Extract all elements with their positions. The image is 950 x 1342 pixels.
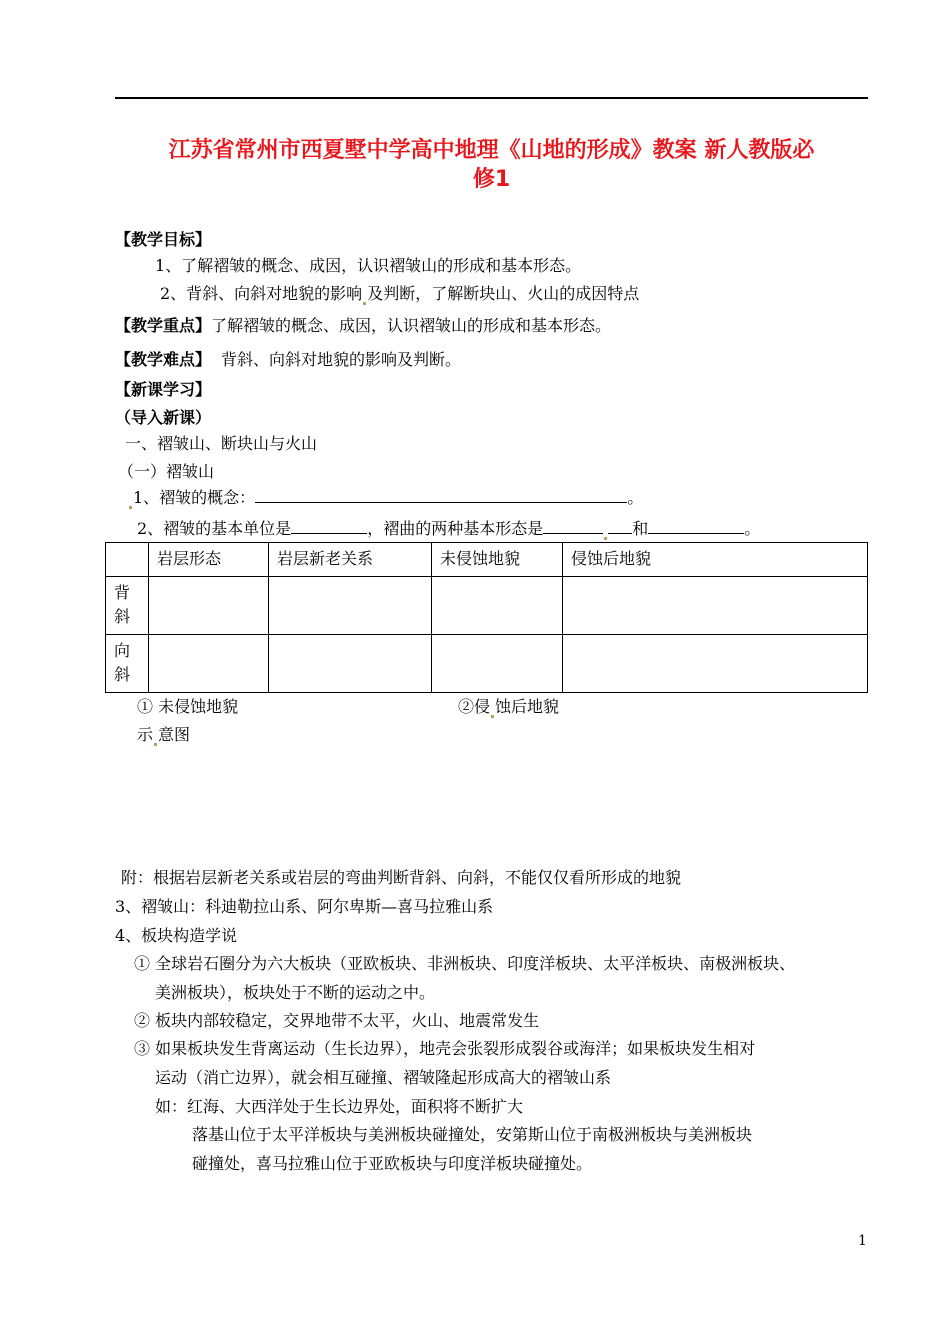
- table-row: [106, 635, 868, 693]
- diagram-caption-1: ① 未侵蚀地貌: [137, 697, 239, 716]
- objectives-heading: 【教学目标】: [115, 230, 212, 249]
- plate-point-3-line2: 运动（消亡边界），就会相互碰撞、褶皱隆起形成高大的褶皱山系: [155, 1068, 612, 1087]
- marker-dot: [363, 302, 366, 305]
- table-cell[interactable]: [563, 577, 868, 635]
- fold-unit-blank[interactable]: [291, 517, 367, 534]
- header-rule: [115, 97, 868, 99]
- row-label-syncline: 向 斜: [106, 635, 149, 693]
- marker-dot: [491, 715, 494, 718]
- example-2-line2: 碰撞处，喜马拉雅山位于亚欧板块与印度洋板块碰撞处。: [192, 1154, 593, 1173]
- table-header-cell: 侵蚀后地貌: [563, 543, 868, 577]
- table-row: [106, 577, 868, 635]
- fold-form-blank-2[interactable]: [648, 517, 744, 534]
- row-label-anticline: 背 斜: [106, 577, 149, 635]
- key-points-heading: 【教学重点】: [115, 316, 212, 335]
- example-2-line1: 落基山位于太平洋板块与美洲板块碰撞处，安第斯山位于南极洲板块与美洲板块: [192, 1125, 753, 1144]
- page-title-line2: 修1: [472, 167, 511, 192]
- plate-point-2: ② 板块内部较稳定，交界地带不太平，火山、地震常发生: [134, 1011, 540, 1030]
- table-cell[interactable]: [269, 577, 432, 635]
- marker-dot: [154, 743, 157, 746]
- subsection1-heading: （一）褶皱山: [118, 462, 215, 481]
- objective-item-1: 1、了解褶皱的概念、成因，认识褶皱山的形成和基本形态。: [155, 256, 582, 275]
- section1-heading: 一、褶皱山、断块山与火山: [125, 434, 318, 453]
- table-header-row: [106, 543, 868, 577]
- plate-point-1-line2: 美洲板块），板块处于不断的运动之中。: [155, 983, 436, 1002]
- example-1: 如：红海、大西洋处于生长边界处，面积将不断扩大: [155, 1097, 524, 1116]
- table-cell[interactable]: [432, 577, 563, 635]
- question-2: 2、褶皱的基本单位是 ，褶曲的两种基本形态是 和 。: [137, 519, 761, 538]
- diagram-caption-3: 示 意图: [137, 725, 191, 744]
- plate-point-3-line1: ③ 如果板块发生背离运动（生长边界），地壳会张裂形成裂谷或海洋；如果板块发生相对: [134, 1039, 756, 1058]
- table-header-cell: 岩层新老关系: [269, 543, 432, 577]
- diagram-caption-2: ②侵 蚀后地貌: [458, 697, 560, 716]
- plate-point-1-line1: ① 全球岩石圈分为六大板块（亚欧板块、非洲板块、印度洋板块、太平洋板块、南极洲板块、: [134, 954, 796, 973]
- key-points-text: 了解褶皱的概念、成因，认识褶皱山的形成和基本形态。: [211, 316, 612, 335]
- table-header-cell: 岩层形态: [149, 543, 269, 577]
- intro-heading: （导入新课）: [115, 408, 212, 427]
- fold-form-blank-1[interactable]: [543, 517, 603, 534]
- key-points: [115, 315, 611, 337]
- table-cell[interactable]: [149, 635, 269, 693]
- table-header-cell: [106, 543, 149, 577]
- fold-concept-blank[interactable]: [255, 486, 627, 503]
- page-title-line1: 江苏省常州市西夏墅中学高中地理《山地的形成》教案 新人教版必: [168, 138, 815, 163]
- table-cell[interactable]: [563, 635, 868, 693]
- fold-comparison-table: [105, 542, 868, 693]
- objective-item-2: 2、背斜、向斜对地貌的影响 及判断，了解断块山、火山的成因特点: [160, 284, 640, 303]
- page-number: 1: [858, 1233, 867, 1249]
- question-3: 3、褶皱山：科迪勒拉山系、阿尔卑斯—喜马拉雅山系: [115, 897, 494, 916]
- difficulties-heading: 【教学难点】: [115, 350, 212, 369]
- note-text: 附：根据岩层新老关系或岩层的弯曲判断背斜、向斜，不能仅仅看所形成的地貌: [121, 868, 682, 887]
- table-cell[interactable]: [269, 635, 432, 693]
- difficulties-text: 背斜、向斜对地貌的影响及判断。: [221, 350, 462, 369]
- marker-dot: [129, 506, 132, 509]
- new-lesson-heading: 【新课学习】: [115, 380, 212, 399]
- fold-form-blank-1b[interactable]: [608, 517, 632, 534]
- difficulties: [115, 349, 461, 371]
- question-1: 1、褶皱的概念： 。: [128, 486, 643, 509]
- table-cell[interactable]: [432, 635, 563, 693]
- table-cell[interactable]: [149, 577, 269, 635]
- question-4-heading: 4、板块构造学说: [115, 926, 238, 945]
- marker-dot: [604, 537, 607, 540]
- table-header-cell: 未侵蚀地貌: [432, 543, 563, 577]
